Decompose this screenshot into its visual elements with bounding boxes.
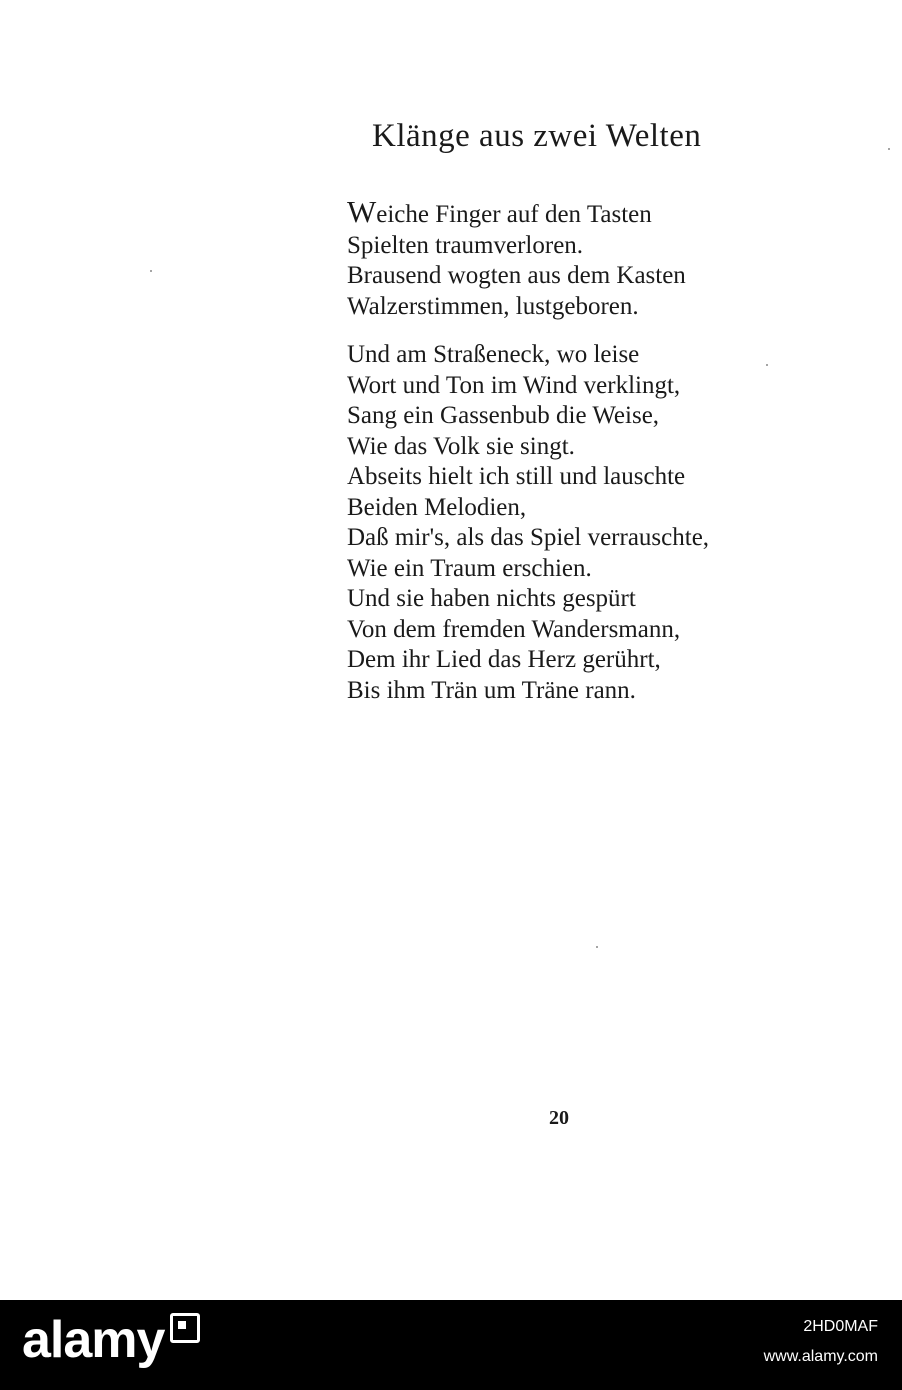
stanza-2	[347, 340, 709, 706]
logo-text: alamy	[22, 1311, 165, 1369]
page-number: 20	[549, 1107, 569, 1129]
stanza-line: Walzerstimmen, lustgeboren.	[347, 292, 639, 320]
stanza-line: Beiden Melodien,	[347, 493, 527, 521]
alamy-logo	[22, 1310, 200, 1370]
stanza-line: Wort und Ton im Wind verklingt,	[347, 371, 681, 399]
stanza-line: Abseits hielt ich still und lauschte	[347, 463, 686, 490]
drop-cap: W	[347, 194, 377, 229]
stanza-line: Sang ein Gassenbub die Weise,	[347, 402, 660, 429]
dust-speck	[150, 270, 152, 272]
dust-speck	[888, 148, 890, 150]
watermark-footer	[0, 1300, 902, 1390]
stanza-line: Von dem fremden Wandersmann,	[347, 615, 681, 643]
stanza-line	[347, 194, 686, 231]
stanza-line: Brausend wogten aus dem Kasten	[347, 262, 686, 289]
stanza-line: Und am Straßeneck, wo leise	[347, 341, 640, 368]
stanza-line: Wie das Volk sie singt.	[347, 432, 575, 460]
poem-title: Klänge aus zwei Welten	[372, 118, 702, 154]
site-url: www.alamy.com	[763, 1348, 878, 1365]
stanza-1	[347, 194, 686, 322]
first-line-text: eiche Finger auf den Tasten	[376, 201, 652, 228]
stanza-line: Und sie haben nichts gespürt	[347, 585, 636, 612]
image-id: 2HD0MAF	[803, 1318, 878, 1335]
stanza-line: Spielten traumverloren.	[347, 231, 584, 259]
logo-square-icon	[170, 1313, 200, 1343]
dust-speck	[766, 364, 768, 366]
stanza-line: Dem ihr Lied das Herz gerührt,	[347, 646, 661, 673]
stanza-line: Daß mir's, als das Spiel verrauschte,	[347, 524, 710, 551]
stanza-line: Bis ihm Trän um Träne rann.	[347, 676, 636, 704]
stanza-line: Wie ein Traum erschien.	[347, 554, 592, 582]
dust-speck	[596, 946, 598, 948]
